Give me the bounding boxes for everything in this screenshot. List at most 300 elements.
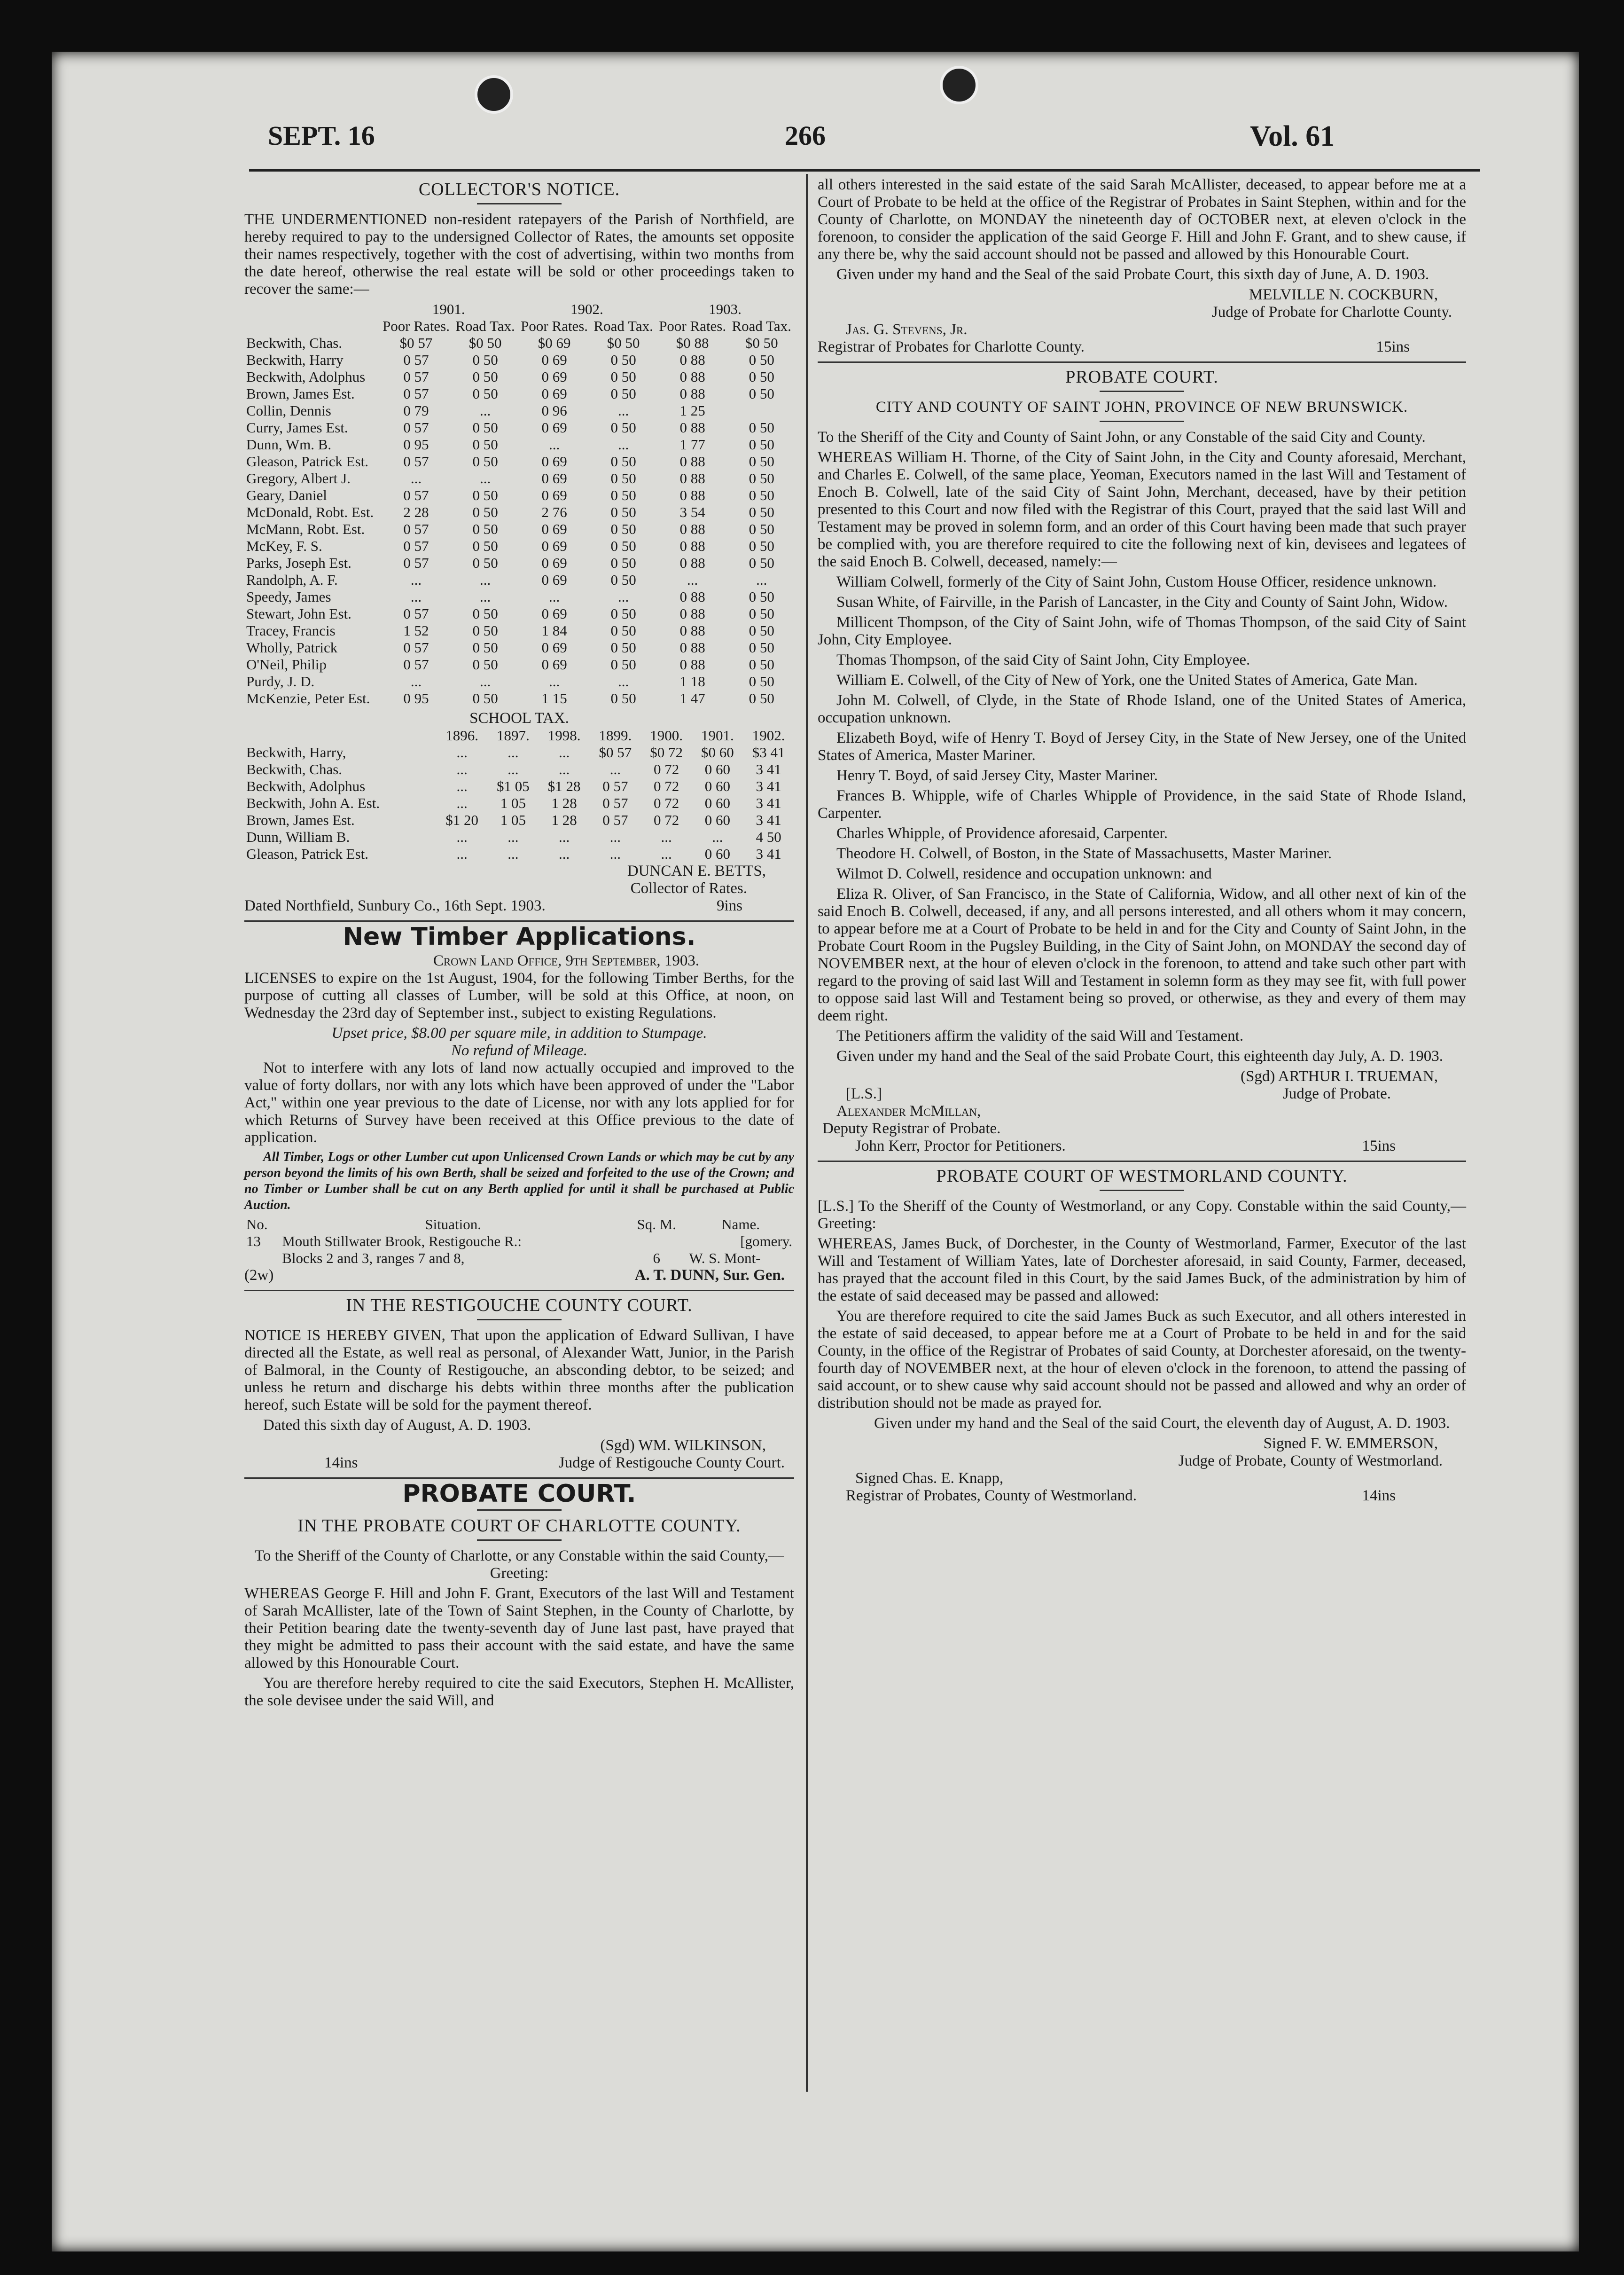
rate-value: 0 50 [749,436,774,453]
title-rule [477,203,562,204]
charlotte-registrar: Jas. G. Stevens, Jr. [846,321,968,338]
rate-value: 0 57 [403,352,429,368]
school-tax-value: 0 60 [704,761,730,777]
rate-value: 2 76 [541,504,567,520]
charlotte-signer: MELVILLE N. COCKBURN, [1249,286,1438,303]
rate-value: ... [479,673,491,690]
rate-value: 0 50 [472,521,498,537]
rate-value: 0 69 [541,639,567,656]
saint-john-proctor: John Kerr, Proctor for Petitioners. [855,1138,1066,1154]
school-tax-value: 3 41 [756,761,781,777]
school-tax-value: ... [508,829,519,845]
collector-signer: DUNCAN E. BETTS, [627,863,766,879]
kin-entry: Eliza R. Oliver, of San Francisco, in the State of California, Widow, and all other next of kin of the said Enoch B. Colwell, deceased, if any, and all persons interested, and all others whom it may concern, to appear before me at a Court of Probate to be held in and for the City and County of Saint John, in the Probate Court Room in the Pugsley Building, in the City of Saint John, on MONDAY the second day of NOVEMBER next, at the hour of eleven o'clock in the forenoon, to attend and take such other part with regard to the proving of said last Will and Testament in solemn form as they may see fit, with full power to oppose said last Will and Testament being so proved, or otherwise, as they and every of them may deem right. [818,886,1466,1024]
rates-table [244,301,794,707]
charlotte-title: PROBATE COURT. [402,1480,636,1508]
header-page-number: 266 [785,120,826,151]
rate-value: 0 88 [679,419,705,436]
timber-p1: LICENSES to expire on the 1st August, 1904, for the following Timber Berths, for the purpose of cutting all classes of Lumber, will be sold at this Office, at noon, on Wednesday the 23rd day of September inst., subject to existing Regulations. [244,970,794,1021]
table-row [244,419,794,436]
ratepayer-name: Beckwith, Harry [246,352,344,368]
table-row [244,436,794,453]
school-year-header: 1897. [496,727,530,744]
col-no: No. [246,1216,268,1232]
school-tax-value: ... [508,846,519,862]
rate-value: ... [479,572,491,588]
school-tax-value: 0 60 [704,812,730,828]
westmorland-p1: WHEREAS, James Buck, of Dorchester, in the County of Westmorland, Farmer, Executor of the last Will and Testament of William Yates, late of Dorchester aforesaid, in said County, Farmer, deceased, has prayed that the account filed in this Court, by the said James Buck, of the administration by him of the estate of said deceased may be passed and allowed: [818,1235,1466,1304]
school-tax-value: 0 72 [653,778,679,794]
school-tax-title: SCHOOL TAX. [469,710,569,727]
header-volume: Vol. 61 [1250,120,1335,152]
school-tax-value: ... [609,829,621,845]
saint-john-subtitle: CITY AND COUNTY OF SAINT JOHN, PROVINCE OF NEW BRUNSWICK. [875,399,1408,416]
rate-value: 0 50 [610,453,636,470]
collector-dated-line [244,897,794,915]
table-row [244,795,794,812]
charlotte-registrar-line [818,338,1466,356]
table-row [244,402,794,419]
rate-value [729,402,794,419]
ratepayer-name: Speedy, James [246,588,331,605]
table-row [244,812,794,829]
ratepayer-name: Beckwith, Chas. [246,761,343,777]
rate-value: 1 15 [541,690,567,706]
westmorland-registrar-line [818,1487,1466,1505]
rate-value: ... [548,673,560,690]
table-row [244,538,794,555]
school-tax-value: $3 41 [752,744,785,761]
school-year-header: 1998. [547,727,581,744]
rate-value: ... [410,673,422,690]
rate-value: ... [618,436,629,453]
rate-value: 0 57 [403,639,429,656]
rate-value: 0 69 [541,352,567,368]
col-header: Poor Rates. [659,318,726,334]
school-tax-value: ... [661,829,672,845]
rate-value: 0 69 [541,419,567,436]
school-tax-value: ... [456,846,468,862]
timber-p3: All Timber, Logs or other Lumber cut upon Unlicensed Crown Lands or which may be cut by any person beyond the limits of his own Berth, shall be seized and forfeited to the use of the Crown; and no Timber or Lumber shall be cut on any Berth applied for until it shall be purchased at Public Auction. [244,1150,794,1212]
col-sqm: Sq. M. [637,1216,677,1232]
ratepayer-name: Randolph, A. F. [246,572,338,588]
westmorland-given: Given under my hand and the Seal of the said Court, the eleventh day of August, A. D. 1903. [874,1415,1450,1432]
westmorland-registrar-title: Registrar of Probates, County of Westmorland. [846,1487,1137,1504]
timber-p2: Not to interfere with any lots of land now actually occupied and improved to the value of forty dollars, nor with any lots which have been approved of under the "Labor Act," within one year previous to the date of License, nor with any lots applied for for which Returns of Survey have been received at this Office previous to the date of application. [244,1059,794,1146]
ratepayer-name: Beckwith, Adolphus [246,369,366,385]
school-tax-value: ... [712,829,723,845]
rate-value: 0 50 [472,555,498,571]
rate-value: 0 57 [403,656,429,673]
school-tax-value: 0 60 [704,778,730,794]
collector-title: Collector of Rates. [630,880,747,897]
saint-john-title: PROBATE COURT. [1065,367,1218,387]
kin-entry: William E. Colwell, of the City of New of York, one the United States of America, Gate Man. [836,672,1418,689]
ratepayer-name: Gleason, Patrick Est. [246,453,369,470]
ratepayer-name: Wholly, Patrick [246,639,338,656]
rate-value: 0 69 [541,538,567,554]
rate-value: 0 88 [679,521,705,537]
rate-value: ... [687,572,698,588]
kin-entry: Thomas Thompson, of the said City of Saint John, City Employee. [836,651,1250,668]
timber-ins: (2w) [244,1267,274,1284]
collectors-notice-intro: THE UNDERMENTIONED non-resident ratepayers of the Parish of Northfield, are hereby required to pay to the undersigned Collector of Rates, the amounts set opposite their names respectively, together with the cost of advertising, within two months from the date hereof, otherwise the real estate will be sold or other proceedings taken to recover the same:— [244,211,794,298]
table-row [244,622,794,639]
table-row [244,761,794,778]
rate-value: 0 50 [610,352,636,368]
timber-signer: A. T. DUNN, Sur. Gen. [634,1267,785,1284]
rate-value: 0 79 [403,402,429,419]
rate-value: 0 50 [472,504,498,520]
school-tax-value: 3 41 [756,778,781,794]
table-row [244,588,794,605]
rate-value: 0 50 [749,352,774,368]
school-tax-value: ... [558,761,570,777]
school-tax-value: $0 72 [650,744,683,761]
rate-value: ... [618,402,629,419]
rate-value: 0 50 [472,639,498,656]
rate-value: 0 50 [749,538,774,554]
year-header: 1902. [570,301,603,317]
rate-value: 0 50 [749,555,774,571]
saint-john-deputy-title: Deputy Registrar of Probate. [822,1120,1001,1137]
school-tax-value: ... [508,744,519,761]
rate-value: 0 88 [679,453,705,470]
section-rule [818,1161,1466,1162]
rate-value: 0 95 [403,436,429,453]
rate-value: 0 50 [610,470,636,486]
ratepayer-name: Brown, James Est. [246,812,355,828]
rate-value: 0 50 [749,622,774,639]
westmorland-title: PROBATE COURT OF WESTMORLAND COUNTY. [936,1166,1348,1186]
kin-entry: John M. Colwell, of Clyde, in the State of Rhode Island, one of the United States of America, occupation unknown. [818,692,1466,726]
table-row [244,744,794,761]
right-column [818,176,1466,1505]
rate-value: 0 50 [472,369,498,385]
rate-value: 0 88 [679,352,705,368]
ratepayer-name: Gregory, Albert J. [246,470,351,486]
westmorland-signer-title: Judge of Probate, County of Westmorland. [1178,1452,1443,1469]
rate-value: 0 50 [749,470,774,486]
rate-value: 0 57 [403,605,429,622]
rate-value: 0 69 [541,605,567,622]
rate-value: 0 57 [403,538,429,554]
kin-entry: Frances B. Whipple, wife of Charles Whipple of Providence, in the said State of Rhode Island, Carpenter. [818,787,1466,822]
berth-situation: Mouth Stillwater Brook, Restigouche R.: [282,1233,522,1249]
table-row [244,555,794,572]
kin-entry: Henry T. Boyd, of said Jersey City, Master Mariner. [836,767,1158,784]
rate-value: 0 57 [403,369,429,385]
rate-value: 0 50 [610,521,636,537]
ratepayer-name: Dunn, William B. [246,829,350,845]
school-year-header: 1896. [445,727,478,744]
rate-value: 0 50 [610,656,636,673]
kin-list [818,573,1466,1065]
saint-john-seal-line [818,1085,1466,1103]
school-tax-value: $0 60 [701,744,734,761]
school-tax-value: 0 57 [602,812,628,828]
timber-office: Crown Land Office, 9th September, 1903. [433,952,700,969]
column-separator [806,174,808,2092]
rate-value: 0 69 [541,385,567,402]
rate-value: 0 69 [541,453,567,470]
rate-value: 0 50 [472,656,498,673]
school-year-header: 1900. [650,727,683,744]
school-tax-value: ... [456,744,468,761]
rate-value: 0 50 [749,521,774,537]
rate-value: ... [618,588,629,605]
left-column [244,176,794,1712]
berth-name-cont: [gomery. [740,1233,792,1249]
rate-value: 0 69 [541,369,567,385]
school-tax-value: ... [558,829,570,845]
collector-ins: 9ins [716,897,742,914]
school-tax-value: ... [661,846,672,862]
table-row [244,639,794,656]
kin-entry: Theodore H. Colwell, of Boston, in the State of Massachusetts, Master Mariner. [836,845,1332,862]
table-row [244,487,794,504]
charlotte-to: To the Sheriff of the County of Charlotte, or any Constable within the said County,—Greeting: [255,1547,784,1582]
rate-value: $0 50 [607,335,640,351]
table-row [244,504,794,521]
school-year-header: 1901. [701,727,734,744]
saint-john-deputy: Alexander McMillan, [836,1103,981,1120]
rate-value: 0 50 [749,487,774,503]
rate-value: 0 88 [679,639,705,656]
school-tax-value: $0 57 [599,744,632,761]
section-rule [244,920,794,922]
rate-value: 0 50 [472,622,498,639]
restigouche-ins: 14ins [324,1454,358,1471]
school-tax-value: ... [558,846,570,862]
rate-value: 0 50 [749,605,774,622]
rate-value: 0 50 [610,419,636,436]
rate-value: ... [479,588,491,605]
westmorland-to: [L.S.] To the Sheriff of the County of Westmorland, or any Copy. Constable within the said County,—Greeting: [818,1198,1466,1232]
col-header: Poor Rates. [383,318,450,334]
school-tax-value: ... [508,761,519,777]
school-tax-value: 3 41 [756,846,781,862]
col-header: Poor Rates. [521,318,588,334]
rate-value: 0 50 [749,656,774,673]
col-name: Name. [721,1216,760,1232]
rate-value: 0 88 [679,656,705,673]
collector-dated: Dated Northfield, Sunbury Co., 16th Sept. 1903. [244,897,546,914]
berth-no: 13 [246,1233,261,1249]
ratepayer-name: Stewart, John Est. [246,605,351,622]
school-tax-value: 3 41 [756,795,781,811]
timber-upset: Upset price, $8.00 per square mile, in addition to Stumpage. [331,1025,707,1042]
rate-value: 0 57 [403,487,429,503]
rate-value: 1 77 [679,436,705,453]
table-row [244,656,794,673]
rate-value: 0 50 [749,504,774,520]
table-row [244,846,794,863]
title-rule [1100,421,1184,422]
rate-value: 0 88 [679,385,705,402]
school-tax-value: $1 28 [547,778,581,794]
restigouche-title-line [244,1454,794,1472]
school-tax-value: ... [456,761,468,777]
rate-value: 1 84 [541,622,567,639]
rate-value: 0 50 [610,572,636,588]
rate-value: 0 88 [679,487,705,503]
rate-value: ... [756,572,767,588]
school-tax-table [244,727,794,863]
ratepayer-name: Purdy, J. D. [246,673,315,690]
ratepayer-name: Brown, James Est. [246,385,355,402]
rate-value: $0 50 [468,335,502,351]
rate-value: 0 57 [403,521,429,537]
kin-entry: Susan White, of Fairville, in the Parish of Lancaster, in the City and County of Saint John, Widow. [836,594,1448,611]
school-tax-value: $1 05 [496,778,530,794]
kin-entry: The Petitioners affirm the validity of the said Will and Testament. [836,1028,1244,1044]
table-row [244,521,794,538]
rate-value: 0 69 [541,572,567,588]
ratepayer-name: McDonald, Robt. Est. [246,504,374,520]
ratepayer-name: McMann, Robt. Est. [246,521,365,537]
rate-value: 0 57 [403,385,429,402]
title-rule [1100,1190,1184,1191]
rate-value: 0 50 [610,487,636,503]
kin-entry: William Colwell, formerly of the City of Saint John, Custom House Officer, residence unknown. [836,573,1437,590]
school-tax-value: 1 05 [500,795,526,811]
school-tax-value: 0 60 [704,846,730,862]
ratepayer-name: Tracey, Francis [246,622,336,639]
saint-john-seal: [L.S.] [846,1085,882,1102]
table-row [244,470,794,487]
saint-john-signer-title: Judge of Probate. [1282,1085,1391,1102]
rate-value: 0 50 [749,673,774,690]
school-tax-value: 1 05 [500,812,526,828]
rate-value: ... [410,572,422,588]
rate-value: 0 69 [541,521,567,537]
charlotte-subtitle: IN THE PROBATE COURT OF CHARLOTTE COUNTY. [297,1516,741,1536]
school-tax-value: 4 50 [756,829,781,845]
collectors-notice-title: COLLECTOR'S NOTICE. [418,180,620,199]
rate-value: 0 50 [610,639,636,656]
school-tax-value: 1 28 [551,795,577,811]
kin-entry: Charles Whipple, of Providence aforesaid, Carpenter. [836,825,1168,842]
rate-value: 1 52 [403,622,429,639]
saint-john-proctor-line [818,1138,1466,1155]
charlotte-given: Given under my hand and the Seal of the said Probate Court, this sixth day of June, A. D. 1903. [836,266,1429,283]
table-row [244,829,794,846]
rate-value: 0 50 [749,453,774,470]
ratepayer-name: McKey, F. S. [246,538,322,554]
rate-value: 0 50 [472,352,498,368]
rate-value: 0 88 [679,555,705,571]
rate-value: $0 57 [399,335,433,351]
rate-value: 0 50 [472,487,498,503]
school-year-header: 1899. [599,727,632,744]
rate-value: 1 25 [679,402,705,419]
page-header [0,120,1624,172]
school-tax-value: 0 72 [653,761,679,777]
westmorland-p2: You are therefore required to cite the said James Buck as such Executor, and all others interested in the estate of said deceased, to appear before me at a Court of Probate to be held in and for the said County, in the office of the Registrar of Probates of said County, at Dorchester aforesaid, on the twenty-fourth day of NOVEMBER next, at the hour of eleven o'clock in the forenoon, to attend the passing of said account, or to shew cause why said account should not be passed and allowed and why an order of distribution should not be made as prayed for. [818,1308,1466,1412]
rate-value: 0 50 [749,690,774,706]
rate-value: 0 50 [472,385,498,402]
charlotte-p3: all others interested in the said estate of the said Sarah McAllister, deceased, to appear before me at a Court of Probate to be held at the office of the Registrar of Probates in Saint Stephen, within and for the County of Charlotte, on MONDAY the nineteenth day of OCTOBER next, at eleven o'clock in the forenoon, to consider the application of the said George F. Hill and John F. Grant, and to shew cause, if any there be, why the said account should not be passed and allowed by this Honourable Court. [818,176,1466,263]
table-row [244,673,794,690]
ratepayer-name: McKenzie, Peter Est. [246,690,370,706]
rate-value: 0 50 [472,453,498,470]
col-header: Road Tax. [732,318,791,334]
col-header: Road Tax. [455,318,515,334]
rate-value: 0 50 [472,605,498,622]
rate-value: 0 50 [472,538,498,554]
table-row [244,369,794,385]
table-row [244,352,794,369]
rate-value: 0 50 [749,419,774,436]
rate-value: $0 69 [538,335,571,351]
table-row [244,385,794,402]
rate-value: 0 88 [679,538,705,554]
kin-entry: Millicent Thompson, of the City of Saint John, wife of Thomas Thompson, of the said City of Saint John, City Employee. [818,614,1466,648]
rate-value: 0 88 [679,470,705,486]
rate-value: $0 88 [676,335,709,351]
year-header: 1901. [432,301,465,317]
title-rule [477,1319,562,1320]
school-year-header: 1902. [752,727,785,744]
ratepayer-name: Beckwith, Harry, [246,744,346,761]
westmorland-registrar: Signed Chas. E. Knapp, [855,1470,1004,1487]
ratepayer-name: Dunn, Wm. B. [246,436,332,453]
saint-john-to: To the Sheriff of the City and County of Saint John, or any Constable of the said City and County. [818,429,1426,446]
school-tax-value: ... [609,761,621,777]
berth-situation-2: Blocks 2 and 3, ranges 7 and 8, [282,1250,465,1266]
rate-value: 2 28 [403,504,429,520]
charlotte-signer-title: Judge of Probate for Charlotte County. [1211,304,1452,321]
table-row [244,690,794,707]
header-date: SEPT. 16 [268,120,375,151]
timber-refund: No refund of Mileage. [451,1042,588,1059]
ratepayer-name: Beckwith, Chas. [246,335,343,351]
ratepayer-name: Beckwith, John A. Est. [246,795,380,811]
kin-entry: Wilmot D. Colwell, residence and occupation unknown: and [836,865,1212,882]
school-tax-value: $1 20 [445,812,478,828]
school-tax-value: ... [456,778,468,794]
col-situation: Situation. [425,1216,482,1232]
rate-value: 0 50 [610,555,636,571]
rate-value: 0 50 [610,504,636,520]
rate-value: 1 47 [679,690,705,706]
charlotte-p2: You are therefore hereby required to cite the said Executors, Stephen H. McAllister, the sole devisee under the said Will, and [244,1675,794,1709]
rate-value: 0 88 [679,622,705,639]
rate-value: 0 69 [541,656,567,673]
title-rule [477,1509,562,1511]
rate-value: ... [410,588,422,605]
table-row [244,335,794,352]
ratepayer-name: Collin, Dennis [246,402,331,419]
restigouche-title: IN THE RESTIGOUCHE COUNTY COURT. [346,1295,693,1315]
rate-value: 0 50 [749,588,774,605]
rate-value: ... [479,470,491,486]
rate-value: 0 50 [749,385,774,402]
timber-title: New Timber Applications. [343,923,696,951]
school-tax-value: 3 41 [756,812,781,828]
rate-value: ... [548,436,560,453]
table-row [244,453,794,470]
saint-john-signer: (Sgd) ARTHUR I. TRUEMAN, [1240,1068,1438,1085]
berth-name: W. S. Mont- [689,1250,761,1266]
rate-value: 0 50 [749,639,774,656]
section-rule [818,361,1466,363]
rate-value: 0 50 [610,605,636,622]
section-rule [244,1477,794,1479]
rate-value: 0 69 [541,470,567,486]
rate-value: 0 50 [472,419,498,436]
